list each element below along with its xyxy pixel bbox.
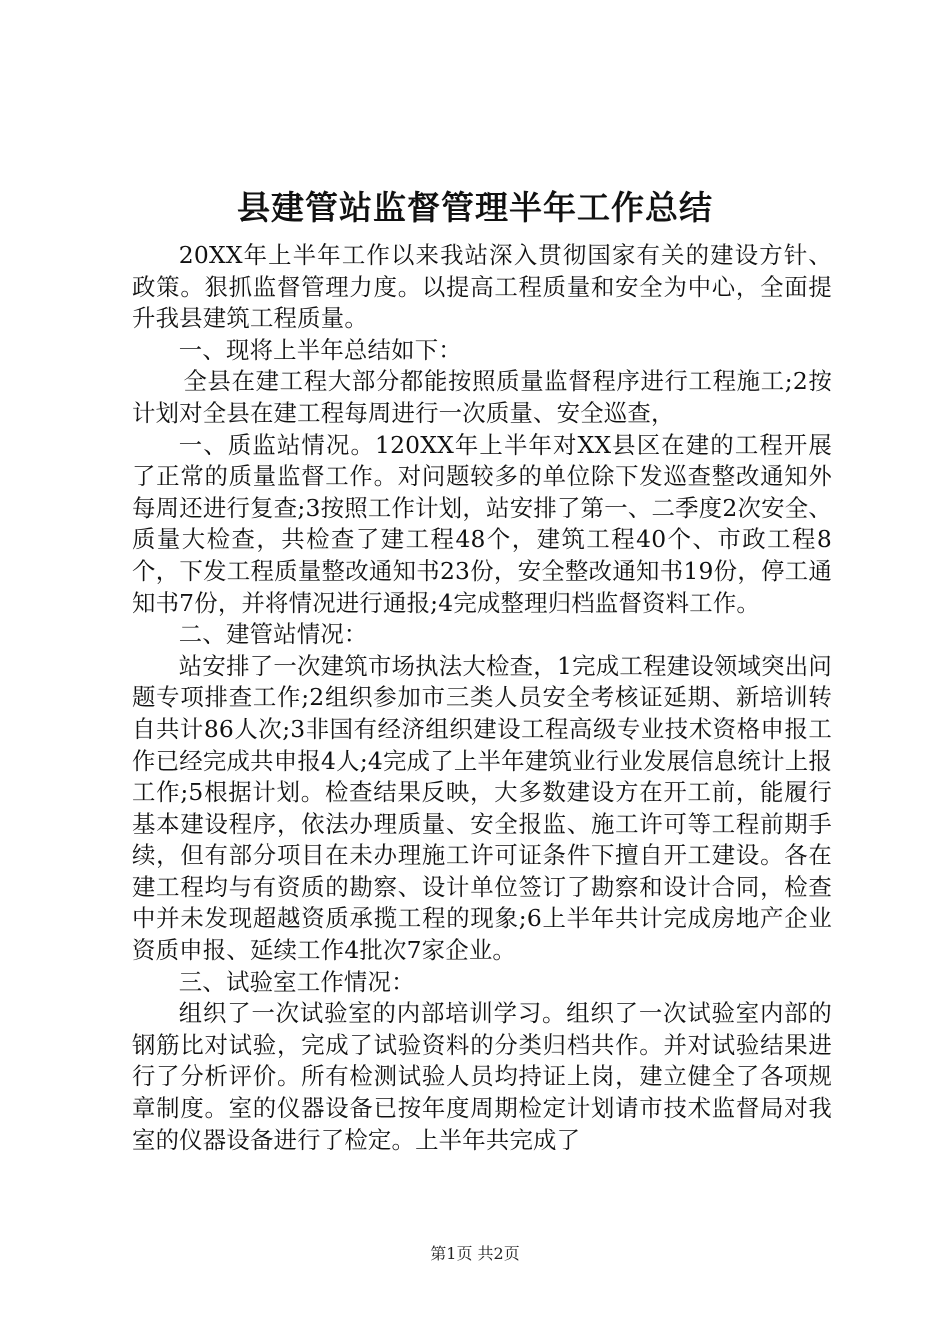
paragraph-laboratory: 组织了一次试验室的内部培训学习。组织了一次试验室内部的钢筋比对试验，完成了试验资料的分类归档共作。并对试验结果进行了分析评价。所有检测试验人员均持证上岗，建立健全了各项规章制度。室的仪器设备已按年度周期检定计划请市技术监督局对我室的仪器设备进行了检定。上半年共完成了 <box>132 999 832 1154</box>
paragraph-section-heading: 三、试验室工作情况： <box>178 967 415 996</box>
document-body <box>132 240 832 1156</box>
paragraph-construction-station: 站安排了一次建筑市场执法大检查，1完成工程建设领域突出问题专项排查工作;2组织参加市三类人员安全考核证延期、新培训转自共计86人次;3非国有经济组织建设工程高级专业技术资格申报工作已经完成共申报4人;4完成了上半年建筑业行业发展信息统计上报工作;5根据计划。检查结果反映，大多数建设方在开工前，能履行基本建设程序，依法办理质量、安全报监、施工许可等工程前期手续，但有部分项目在未办理施工许可证条件下擅自开工建设。各在建工程均与有资质的勘察、设计单位签订了勘察和设计合同，检查中并未发现超越资质承揽工程的现象;6上半年共计完成房地产企业资质申报、延续工作4批次7家企业。 <box>132 651 832 965</box>
paragraph-quality-station: 一、质监站情况。120XX年上半年对XX县区在建的工程开展了正常的质量监督工作。对问题较多的单位除下发巡查整改通知外每周还进行复查;3按照工作计划，站安排了第一、二季度2次安全、质量大检查，共检查了建工程48个，建筑工程40个、市政工程8个，下发工程质量整改通知书23份，安全整改通知书19份，停工通知书7份，并将情况进行通报;4完成整理归档监督资料工作。 <box>132 430 832 617</box>
page-footer: 第1页 共2页 <box>430 1244 520 1263</box>
paragraph-section-heading: 一、现将上半年总结如下： <box>178 335 462 364</box>
paragraph-section-heading: 二、建管站情况： <box>178 620 368 649</box>
paragraph-intro: 20XX年上半年工作以来我站深入贯彻国家有关的建设方针、政策。狠抓监督管理力度。以提高工程质量和安全为中心，全面提升我县建筑工程质量。 <box>132 241 832 333</box>
paragraph-overview: 全县在建工程大部分都能按照质量监督程序进行工程施工;2按计划对全县在建工程每周进行一次质量、安全巡查， <box>132 367 832 427</box>
document-title: 县建管站监督管理半年工作总结 <box>237 188 713 227</box>
